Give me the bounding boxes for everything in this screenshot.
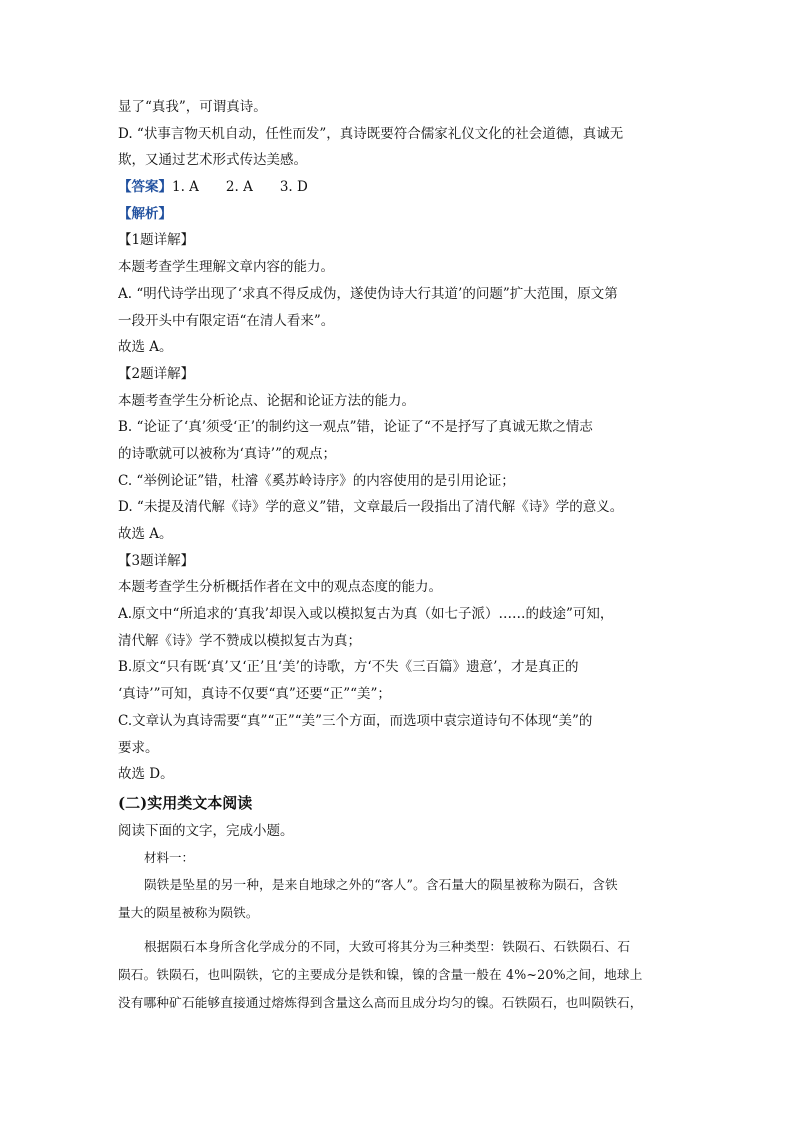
text-line: 欺，又通过艺术形式传达美感。 (118, 152, 307, 169)
material-line: 根据陨石本身所含化学成分的不同，大致可将其分为三种类型：铁陨石、石铁陨石、石 (144, 938, 631, 954)
text-line: B.原文“只有既‘真’又‘正’且‘美’的诗歌，方‘不失《三百篇》遗意’，才是真正的 (118, 659, 579, 676)
text-line: C.文章认为真诗需要“真”“正”“美”三个方面，而选项中袁宗道诗句不体现“美”的 (118, 712, 593, 729)
text-line: 显了“真我”，可谓真诗。 (118, 99, 267, 115)
material-line: 陨铁是坠星的另一种，是来自地球之外的“客人”。含石量大的陨星被称为陨石，含铁 (144, 876, 618, 892)
section-title: (二)实用类文本阅读 (118, 793, 253, 812)
material-line: 量大的陨星被称为陨铁。 (118, 904, 259, 920)
text-line: 故选 D。 (118, 766, 174, 783)
text-line: 的诗歌就可以被称为‘真诗’”的观点； (118, 445, 336, 462)
q1-label: 【1题详解】 (118, 232, 195, 249)
instruction-line: 阅读下面的文字，完成小题。 (118, 822, 294, 839)
text-line: ‘真诗’”可知，真诗不仅要“真”还要“正”“美”； (118, 686, 391, 703)
q2-heading (118, 361, 678, 388)
text-line: 故选 A。 (118, 339, 173, 356)
q1-heading (118, 227, 678, 254)
answer-text: 1. A 2. A 3. D (172, 179, 308, 196)
q3-label: 【3题详解】 (118, 552, 195, 569)
material-label: 材料一： (144, 849, 195, 865)
text-line: 一段开头中有限定语“在清人看来”。 (118, 312, 335, 329)
answer-line (118, 174, 678, 201)
text-line: A.原文中“所追求的‘真我’却误入或以模拟复古为真（如七子派）……的歧途”可知， (118, 606, 614, 623)
text-line: 本题考查学生分析论点、论据和论证方法的能力。 (118, 392, 415, 409)
text-line: 清代解《诗》学不赞成以模拟复古为真； (118, 632, 361, 649)
q2-label: 【2题详解】 (118, 365, 195, 382)
material-line: 陨石。铁陨石，也叫陨铁，它的主要成分是铁和镍，镍的含量一般在 4%~20%之间，地球上 (118, 966, 643, 982)
answer-label: 【答案】 (118, 179, 172, 196)
text-line: D. “状事言物天机自动，任性而发”，真诗既要符合儒家礼仪文化的社会道德，真诚无 (118, 125, 624, 142)
text-line: 本题考查学生理解文章内容的能力。 (118, 259, 334, 276)
text-line: C. “举例论证”错，杜濬《奚苏岭诗序》的内容使用的是引用论证； (118, 472, 515, 489)
q3-heading (118, 548, 678, 575)
document-content (118, 94, 678, 1017)
text-line: 要求。 (118, 739, 159, 756)
text-line: 故选 A。 (118, 526, 173, 542)
analysis-label: 【解析】 (118, 205, 172, 222)
text-line: A. “明代诗学出现了‘求真不得反成伪，遂使伪诗大行其道’的问题”扩大范围，原文第 (118, 285, 618, 302)
text-line: 本题考查学生分析概括作者在文中的观点态度的能力。 (118, 579, 442, 596)
text-line: B. “论证了‘真’须受‘正’的制约这一观点”错，论证了“不是抒写了真诚无欺之情志 (118, 419, 593, 436)
text-line: D. “未提及清代解《诗》学的意义”错，文章最后一段指出了清代解《诗》学的意义。 (118, 499, 624, 516)
material-line: 没有哪种矿石能够直接通过熔炼得到含量这么高而且成分均匀的镍。石铁陨石，也叫陨铁石， (118, 994, 643, 1010)
